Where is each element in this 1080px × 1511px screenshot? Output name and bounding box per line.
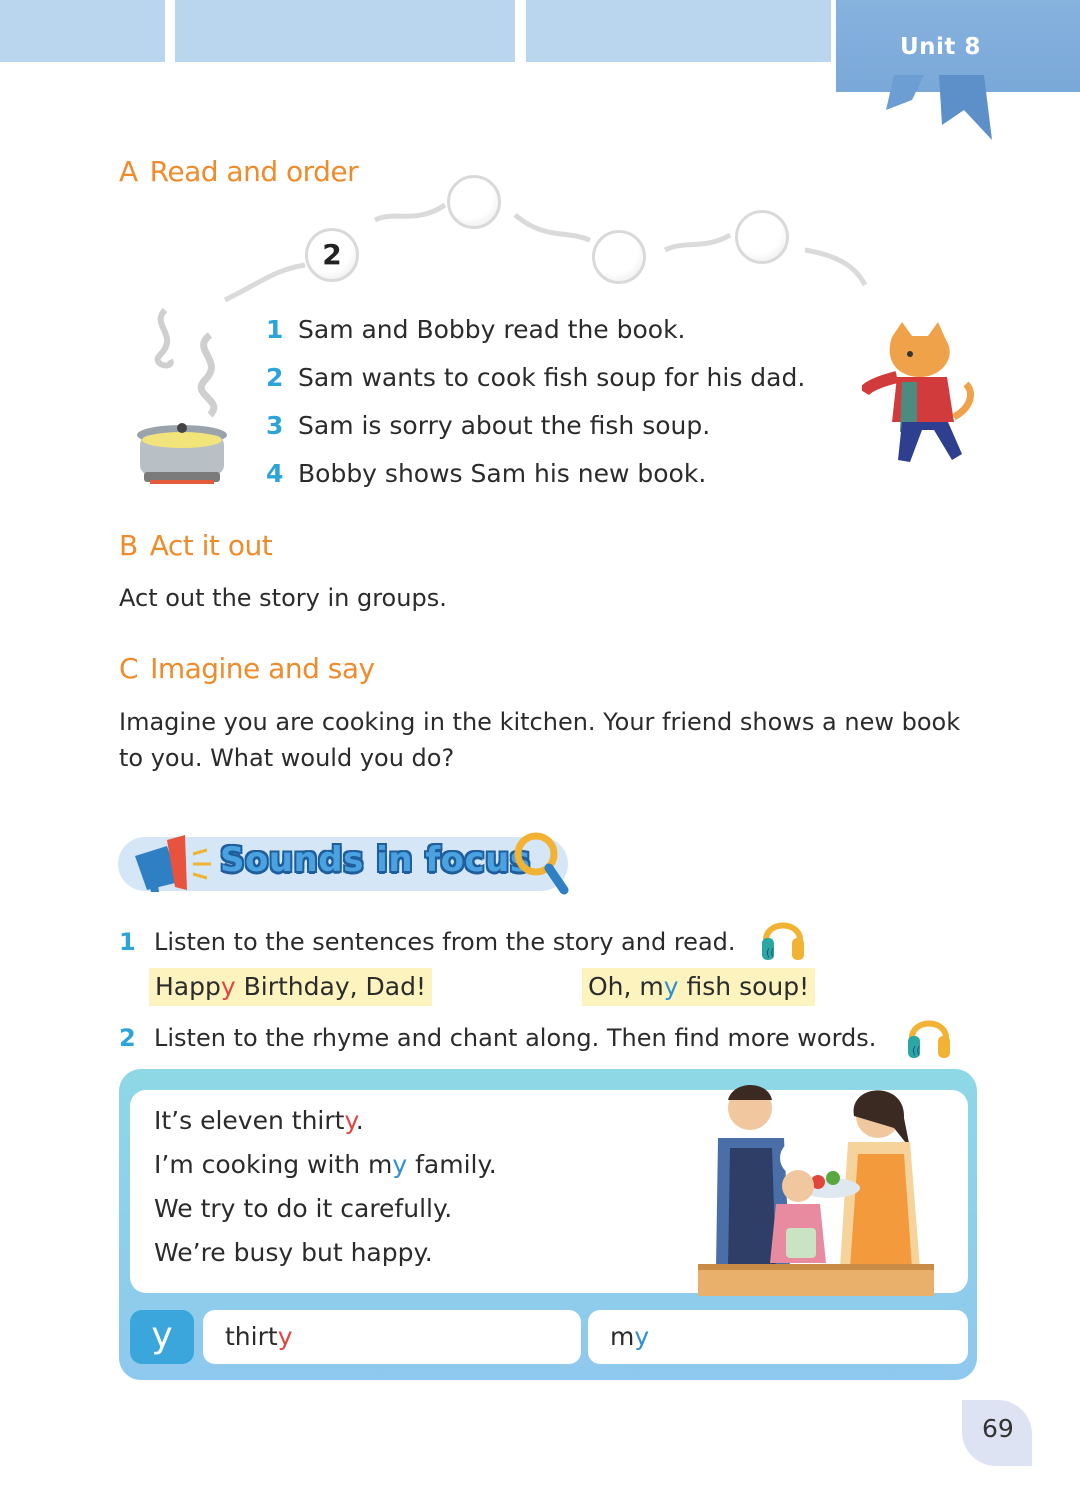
task-2-number: 2 [119,1024,136,1052]
sentence-2-focus-letter: y [663,972,679,1001]
rhyme-text: . [355,1106,364,1135]
headphones-audio-icon[interactable] [906,1008,952,1062]
sentence-2-part: Oh, m [588,972,664,1001]
sentence-1-part: Happ [155,972,221,1001]
sentence-highlight-2 [582,968,815,1006]
svg-text:((: (( [912,1044,921,1057]
unit-label: Unit 8 [900,34,981,60]
word-2-text: m [610,1322,635,1351]
word-2-focus-letter: y [634,1322,650,1351]
list-item [266,406,805,454]
word-1-focus-letter: y [277,1322,293,1351]
item-number: 1 [266,315,284,344]
task-1-text: Listen to the sentences from the story and read. [154,928,736,956]
section-b-instruction: Act out the story in groups. [119,584,447,612]
item-text: Sam wants to cook fish soup for his dad. [298,363,806,392]
section-a-letter: A [119,155,138,188]
task-2-text: Listen to the rhyme and chant along. Then find more words. [154,1024,877,1052]
section-a-title-text: Read and order [149,155,359,188]
rhyme-line [154,1150,497,1179]
word-1-text: thirt [225,1322,278,1351]
cooking-pot-illustration [130,300,245,495]
section-b-title-text: Act it out [149,529,273,562]
letter-y-badge: y [130,1310,194,1364]
list-item [266,358,805,406]
word-box-2 [588,1310,968,1364]
top-banner-left [0,0,165,62]
family-cooking-illustration [698,1078,934,1296]
section-c-line-1: Imagine you are cooking in the kitchen. Your friend shows a new book [119,708,961,736]
section-c-line-2: to you. What would you do? [119,744,455,772]
section-c-title-text: Imagine and say [150,652,375,685]
item-number: 3 [266,411,284,440]
answer-circle-number: 2 [322,238,342,271]
rhyme-focus-letter: y [344,1106,356,1135]
answer-circle[interactable] [735,210,789,264]
answer-circle[interactable] [592,230,646,284]
task-1-number: 1 [119,928,136,956]
section-c-letter: C [119,652,139,685]
page-number: 69 [982,1414,1014,1443]
rhyme-text: I’m cooking with m [154,1150,393,1179]
task-2 [119,1024,876,1052]
rhyme-line [154,1238,433,1267]
sentence-highlight-1 [149,968,432,1006]
headphones-audio-icon[interactable] [760,910,806,964]
rhyme-line [154,1194,452,1223]
section-b-title [119,529,272,562]
rhyme-focus-letter: y [392,1150,408,1179]
rhyme-text: We try to do it carefully. [154,1194,453,1223]
answer-circle[interactable] [447,175,501,229]
list-item [266,454,805,502]
sentence-1-part: Birthday, Dad! [235,972,426,1001]
ribbon-decoration-icon [884,70,994,145]
section-c-title [119,652,375,685]
order-list [266,310,805,502]
item-text: Sam and Bobby read the book. [298,315,686,344]
rhyme-line [154,1106,364,1135]
cat-character-illustration [862,322,980,472]
rhyme-text: We’re busy but happy. [154,1238,433,1267]
item-text: Sam is sorry about the fish soup. [298,411,711,440]
item-number: 4 [266,459,284,488]
list-item [266,310,805,358]
item-number: 2 [266,363,284,392]
task-1 [119,928,736,956]
rhyme-text: family. [407,1150,497,1179]
word-box-1 [203,1310,581,1364]
megaphone-icon [127,832,217,894]
rhyme-text: It’s eleven thirt [154,1106,345,1135]
magnifier-icon [512,828,572,898]
item-text: Bobby shows Sam his new book. [298,459,707,488]
section-b-letter: B [119,529,138,562]
sentence-1-focus-letter: y [220,972,236,1001]
sentence-2-part: fish soup! [678,972,810,1001]
top-banner-middle-1 [175,0,515,62]
top-banner-middle-2 [526,0,831,62]
sounds-in-focus-title: Sounds in focus [220,840,531,880]
svg-text:((: (( [766,946,775,959]
